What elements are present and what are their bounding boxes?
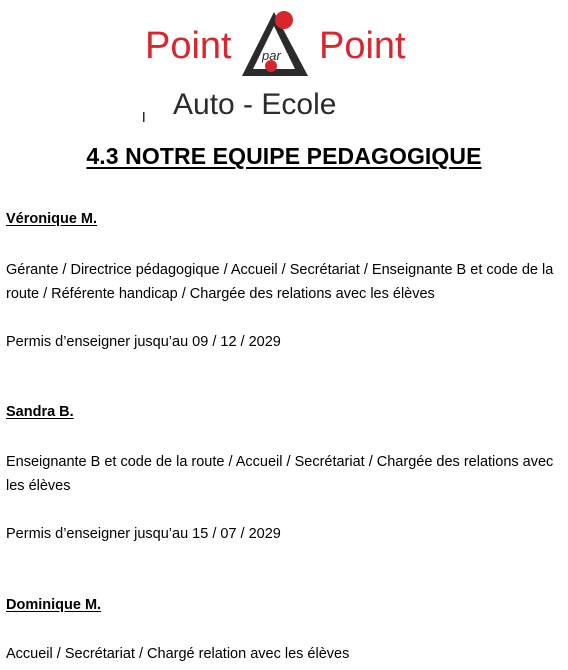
member-roles: Gérante / Directrice pédagogique / Accueil / Secrétariat / Enseignante B et code de la route / Référente handicap / Chargée des relations avec les élèves (6, 262, 554, 302)
logo-right-word: Point (319, 25, 406, 67)
member-roles: Accueil / Secrétariat / Chargé relation avec les élèves (6, 646, 350, 662)
member-name: Dominique M. (6, 597, 102, 613)
logo-left-word: Point (145, 25, 232, 67)
member-permit: Permis d’enseigner jusqu’au 15 / 07 / 2029 (6, 526, 281, 542)
page-title: 4.3 NOTRE EQUIPE PEDAGOGIQUE (86, 143, 482, 169)
logo-middle-word: par (262, 48, 281, 63)
logo-subtitle: Auto - Ecole (173, 88, 337, 121)
auto-ecole-logo (143, 6, 427, 122)
member-name: Sandra B. (6, 404, 74, 420)
logo-edge-mark (143, 112, 145, 122)
logo-red-dot-top (275, 11, 293, 29)
member-name: Véronique M. (6, 211, 98, 227)
logo-graphic (143, 6, 427, 122)
member-permit: Permis d’enseigner jusqu’au 09 / 12 / 2029 (6, 334, 281, 350)
member-roles: Enseignante B et code de la route / Accueil / Secrétariat / Chargée des relations avec les élèves (6, 454, 554, 494)
